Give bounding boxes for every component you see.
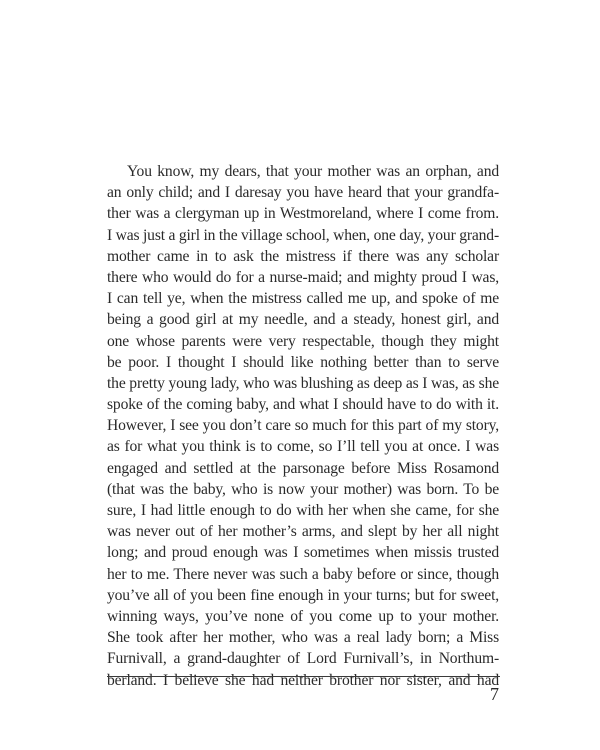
text-line: her to me. There never was such a baby before or since, though bbox=[107, 565, 499, 583]
text-line: be poor. I thought I should like nothing better than to serve bbox=[107, 353, 499, 371]
text-line: engaged and settled at the parsonage before Miss Rosamond bbox=[107, 459, 499, 477]
text-line: was never out of her mother’s arms, and slept by her all night bbox=[107, 523, 499, 541]
text-line: being a good girl at my needle, and a steady, honest girl, and bbox=[107, 311, 499, 329]
text-line: You know, my dears, that your mother was an orphan, and bbox=[127, 163, 499, 180]
text-line: winning ways, you’ve none of you come up to your mother. bbox=[107, 607, 499, 625]
text-line: However, I see you don’t care so much for this part of my story, bbox=[107, 417, 499, 435]
text-line: She took after her mother, who was a real lady born; a Miss bbox=[107, 629, 499, 647]
footer-rule bbox=[107, 676, 500, 677]
body-paragraph bbox=[107, 161, 499, 691]
text-line: I was just a girl in the village school, when, one day, your grand- bbox=[107, 226, 499, 244]
text-line: the pretty young lady, who was blushing as deep as I was, as she bbox=[107, 374, 499, 392]
text-line: there who would do for a nurse-maid; and mighty proud I was, bbox=[107, 268, 499, 286]
text-line: I can tell ye, when the mistress called me up, and spoke of me bbox=[107, 290, 499, 308]
text-line: spoke of the coming baby, and what I should have to do with it. bbox=[107, 396, 499, 414]
text-line: you’ve all of you been fine enough in your turns; but for sweet, bbox=[107, 586, 499, 604]
text-line: long; and proud enough was I sometimes when missis trusted bbox=[107, 544, 499, 562]
text-line: as for what you think is to come, so I’ll tell you at once. I was bbox=[107, 438, 499, 456]
text-line: one whose parents were very respectable, though they might bbox=[107, 332, 499, 350]
text-line: (that was the baby, who is now your mother) was born. To be bbox=[107, 480, 499, 498]
text-line: an only child; and I daresay you have heard that your grandfa- bbox=[107, 184, 499, 202]
text-line: mother came in to ask the mistress if there was any scholar bbox=[107, 247, 499, 265]
page-number: 7 bbox=[490, 684, 499, 704]
text-line: berland. I believe she had neither brother nor sister, and had bbox=[107, 671, 499, 689]
text-line: Furnivall, a grand-daughter of Lord Furnivall’s, in Northum- bbox=[107, 650, 499, 668]
text-line: ther was a clergyman up in Westmoreland, where I come from. bbox=[107, 205, 499, 223]
text-line: sure, I had little enough to do with her when she came, for she bbox=[107, 502, 499, 519]
